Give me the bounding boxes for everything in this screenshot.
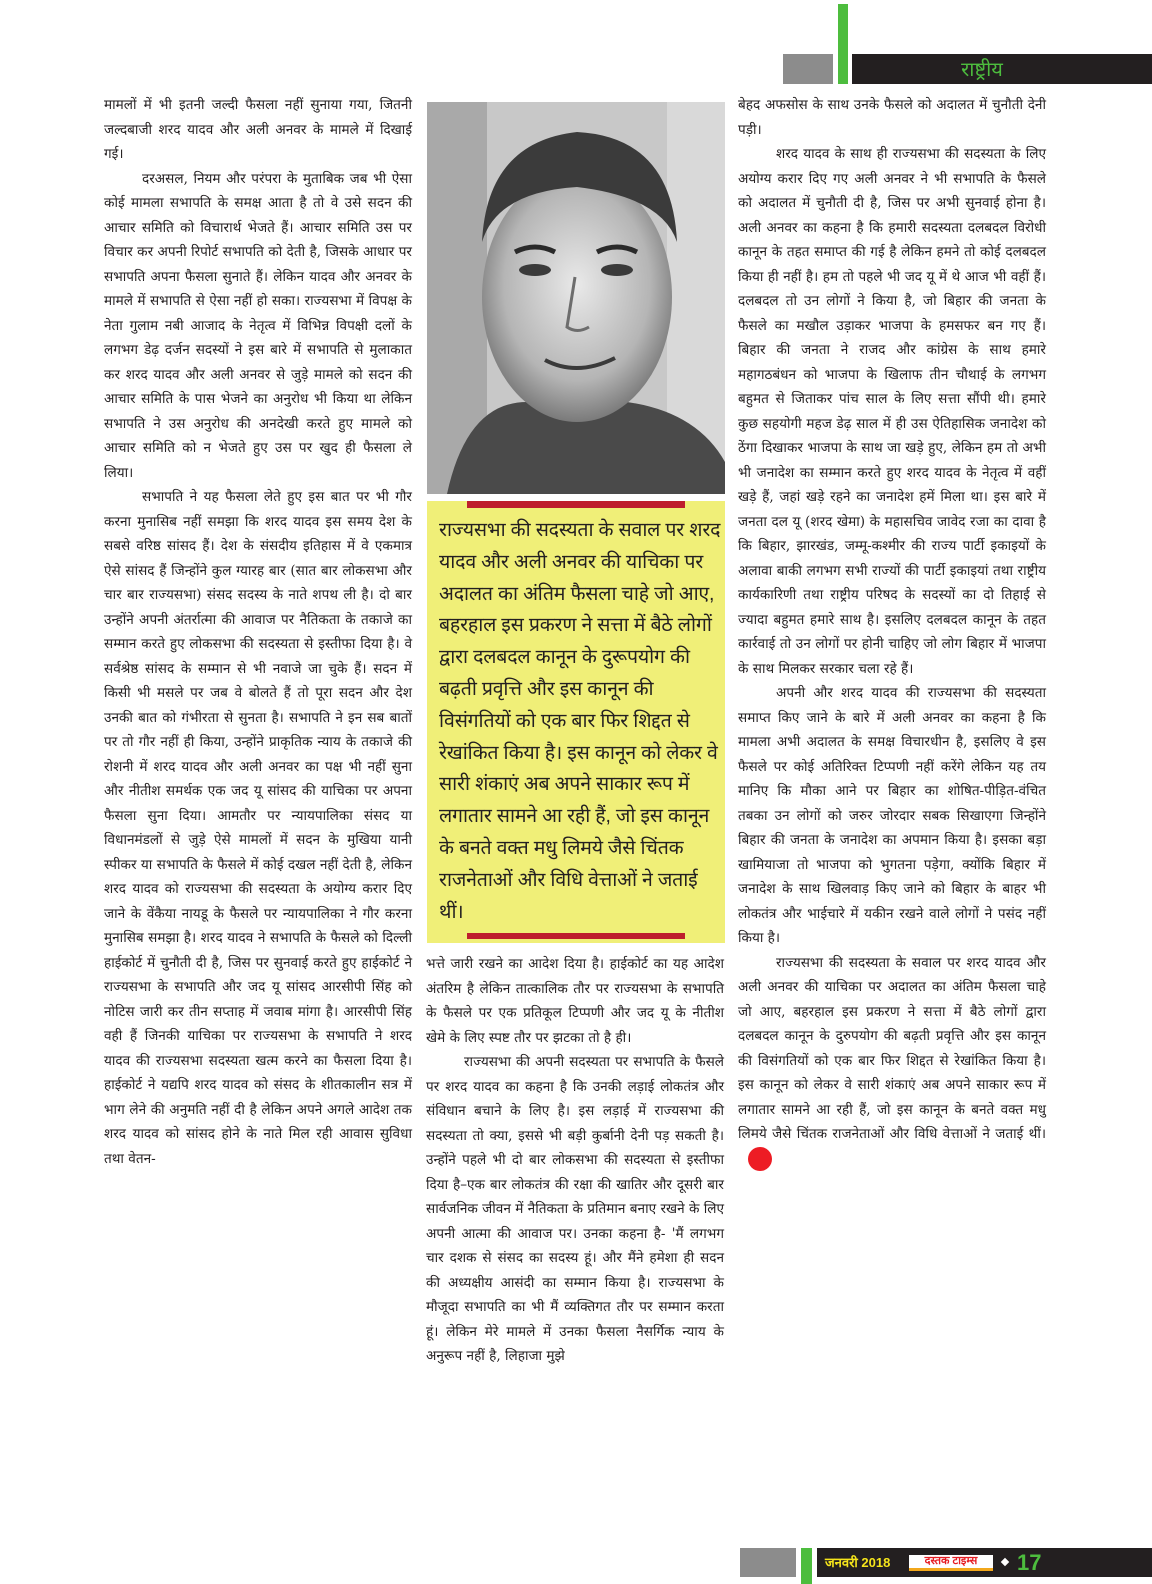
- footer-accent-bar: [801, 1548, 812, 1584]
- section-title: राष्ट्रीय: [961, 57, 1003, 81]
- footer-bar: [817, 1548, 1152, 1577]
- paragraph: दरअसल, नियम और परंपरा के मुताबिक जब भी ऐसा कोई मामला सभापति के समक्ष आता है तो वे उसे सदन की आचार समिति को विचारार्थ भेजते हैं। आचार समिति उस पर विचार कर अपनी रिपोर्ट सभापति को देती है, जिसके आधार पर सभापति अपना फैसला सुनाते हैं। लेकिन यादव और अनवर के मामले में सभापति से ऐसा नहीं हो सका। राज्यसभा में विपक्ष के नेता गुलाम नबी आजाद के नेतृत्व में विभिन्न विपक्षी दलों के लगभग डेढ़ दर्जन सदस्यों ने इस बारे में सभापति से मुलाकात कर शरद यादव और अली अनवर से जुड़े मामले को सदन की आचार समिति के पास भेजने का अनुरोध भी किया था लेकिन सभापति ने उस अनुरोध की अनदेखी करते हुए मामले को आचार समिति को न भेजते हुए उस पर खुद ही फैसला ले लिया।: [104, 170, 412, 481]
- magazine-logo: दस्तक टाइम्स: [909, 1555, 993, 1571]
- paragraph: राज्यसभा की अपनी सदस्यता पर सभापति के फैसले पर शरद यादव का कहना है कि उनकी लड़ाई लोकतंत्र और संविधान बचाने के लिए है। इस लड़ाई में राज्यसभा की सदस्यता तो क्या, इससे भी बड़ी कुर्बानी देनी पड़ सकती है। उन्होंने पहले भी दो बार लोकसभा की सदस्यता से इस्तीफा दिया है–एक बार लोकतंत्र की रक्षा की खातिर और दूसरी बार सार्वजनिक जीवन में नैतिकता के प्रतिमान बनाए रखने के लिए अपनी आत्मा की आवाज पर। उनका कहना है- 'मैं लगभग चार दशक से संसद का सदस्य हूं। और मैंने हमेशा ही सदन की अध्यक्षीय आसंदी का सम्मान किया है। राज्यसभा के मौजूदा सभापति का भी मैं व्यक्तिगत तौर पर सम्मान करता हूं। लेकिन मेरे मामले में उनका फैसला नैसर्गिक न्याय के अनुरूप नहीं है, लिहाजा मुझे: [426, 1054, 725, 1364]
- portrait-photo: [427, 102, 725, 494]
- article-column-left: [104, 93, 412, 1171]
- face-shape: [482, 172, 672, 422]
- header-accent-bar: [838, 4, 848, 84]
- paragraph: मामलों में भी इतनी जल्दी फैसला नहीं सुनाया गया, जितनी जल्दबाजी शरद यादव और अली अनवर के मामले में दिखाई गई।: [104, 97, 412, 162]
- portrait-illustration: [427, 102, 725, 494]
- paragraph-final: [738, 951, 1046, 1172]
- paragraph: बेहद अफसोस के साथ उनके फैसले को अदालत में चुनौती देनी पड़ी।: [738, 97, 1046, 138]
- section-header: [852, 54, 1152, 84]
- issue-date: जनवरी 2018: [825, 1555, 891, 1570]
- paragraph: भत्ते जारी रखने का आदेश दिया है। हाईकोर्ट का यह आदेश अंतरिम है लेकिन तात्कालिक तौर पर राज्यसभा के सभापति के फैसले पर एक प्रतिकूल टिप्पणी और जद यू के नीतीश खेमे के लिए स्पष्ट तौर पर झटका तो है ही।: [426, 956, 724, 1046]
- pull-quote: [427, 501, 725, 943]
- pull-quote-text: राज्यसभा की सदस्यता के सवाल पर शरद यादव और अली अनवर की याचिका पर अदालत का अंतिम फैसला चाहे जो आए, बहरहाल इस प्रकरण ने सत्ता में बैठे लोगों द्वारा दलबदल कानून के दुरूपयोग की बढ़ती प्रवृत्ति और इस कानून की विसंगतियों को एक बार फिर शिद्दत से रेखांकित किया है। इस कानून को लेकर वे सारी शंकाएं अब अपने साकार रूप में लगातार सामने आ रही हैं, जो इस कानून के बनते वक्त मधु लिमये जैसे चिंतक राजनेताओं और विधि वेत्ताओं ने जताई थीं।: [439, 519, 721, 923]
- paragraph: राज्यसभा की सदस्यता के सवाल पर शरद यादव और अली अनवर की याचिका पर अदालत का अंतिम फैसला चाहे जो आए, बहरहाल इस प्रकरण ने सत्ता में बैठे लोगों द्वारा दलबदल कानून के दुरुपयोग की बढ़ती प्रवृत्ति और इस कानून की विसंगतियों को एक बार फिर शिद्दत से रेखांकित किया है। इस कानून को लेकर वे सारी शंकाएं अब अपने साकार रूप में लगातार सामने आ रही हैं, जो इस कानून के बनते वक्त मधु लिमये जैसे चिंतक राजनेताओं और विधि वेत्ताओं ने जताई थीं।: [738, 954, 1046, 1142]
- header-grey-block: [783, 54, 833, 84]
- article-column-middle: [426, 952, 724, 1369]
- page-number: 17: [1017, 1550, 1042, 1575]
- paragraph: अपनी और शरद यादव की राज्यसभा की सदस्यता समाप्त किए जाने के बारे में अली अनवर का कहना है कि मामला अभी अदालत के समक्ष विचारधीन है, इसलिए वे इस फैसले पर कोई अतिरिक्त टिप्पणी नहीं करेंगे लेकिन यह तय मानिए कि मौका आने पर बिहार का शोषित-पीड़ित-वंचित तबका उन लोगों को जरुर जोरदार सबक सिखाएगा जिन्होंने बिहार की जनता के जनादेश का अपमान किया है। इसका बड़ा खामियाजा तो भाजपा को भुगतना पड़ेगा, क्योंकि बिहार में जनादेश के साथ खिलवाड़ किए जाने को बिहार के बाहर भी लोकतंत्र और भाईचारे में यकीन रखने वाले लोगों ने पसंद नहीं किया है।: [738, 685, 1046, 946]
- diamond-separator-icon: [1001, 1558, 1009, 1566]
- article-column-right: [738, 93, 1046, 1171]
- pull-quote-bottom-rule: [467, 933, 685, 939]
- paragraph: सभापति ने यह फैसला लेते हुए इस बात पर भी गौर करना मुनासिब नहीं समझा कि शरद यादव इस समय देश के सबसे वरिष्ठ सांसद हैं। देश के संसदीय इतिहास में वे एकमात्र ऐसे सांसद हैं जिन्होंने कुल ग्यारह बार (सात बार लोकसभा और चार बार राज्यसभा) संसद सदस्य के नाते शपथ ली है। दो बार उन्होंने अपनी अंतर्रात्मा की आवाज पर नैतिकता के तकाजे का सम्मान करते हुए लोकसभा की सदस्यता से इस्तीफा दिया है। वे सर्वश्रेष्ठ सांसद के सम्मान से भी नवाजे जा चुके हैं। सदन में किसी भी मसले पर जब वे बोलते हैं तो पूरा सदन और देश उनकी बात को गंभीरता से सुनता है। सभापति ने इन सब बातों पर तो गौर नहीं ही किया, उन्होंने प्राकृतिक न्याय के तकाजे की रोशनी में शरद यादव और अली अनवर का पक्ष भी नहीं सुना और नीतीश समर्थक एक जद यू सांसद की याचिका पर अपना फैसला सुना दिया। आमतौर पर न्यायपालिका संसद या विधानमंडलों से जुड़े ऐसे मामलों में सदन के मुखिया यानी स्पीकर या सभापति के फैसले में कोई दखल नहीं देती है, लेकिन शरद यादव को राज्यसभा की सदस्यता के अयोग्य करार दिए जाने के वेंकैया नायडू के फैसले पर न्यायपालिका ने गौर करना मुनासिब समझा है। शरद यादव ने सभापति के फैसले को दिल्ली हाईकोर्ट में चुनौती दी है, जिस पर सुनवाई करते हुए हाईकोर्ट ने राज्यसभा के सभापति और जद यू सांसद आरसीपी सिंह को नोटिस जारी कर तीन सप्ताह में जवाब मांगा है। आरसीपी सिंह वही हैं जिनकी याचिका पर राज्यसभा के सभापति ने शरद यादव की राज्यसभा सदस्यता खत्म करने का फैसला दिया है। हाईकोर्ट ने यद्यपि शरद यादव को संसद के शीतकालीन सत्र में भाग लेने की अनुमति नहीं दी है लेकिन अपने अगले आदेश तक शरद यादव को सांसद होने के नाते मिल रही आवास सुविधा तथा वेतन-: [104, 489, 412, 1167]
- footer-grey-block: [740, 1548, 796, 1577]
- pull-quote-top-rule: [467, 501, 685, 508]
- paragraph: शरद यादव के साथ ही राज्यसभा की सदस्यता के लिए अयोग्य करार दिए गए अली अनवर ने भी सभापति के फैसले को अदालत में चुनौती दी है, जिस पर अभी सुनवाई होना है। अली अनवर का कहना है कि हमारी सदस्यता दलबदल विरोधी कानून के तहत समाप्त की गई है लेकिन हमने तो कोई दलबदल किया ही नहीं है। हम तो पहले भी जद यू में थे आज भी वहीं हैं। दलबदल तो उन लोगों ने किया है, जो बिहार की जनता के फैसले का मखौल उड़ाकर भाजपा के हमसफर बन गए हैं। बिहार की जनता ने राजद और कांग्रेस के साथ हमारे महागठबंधन को भाजपा के खिलाफ तीन चौथाई के लगभग बहुमत से जिताकर पांच साल के लिए सत्ता सौंपी थी। हमारे कुछ सहयोगी महज डेढ़ साल में ही उस ऐतिहासिक जनादेश को ठेंगा दिखाकर भाजपा के साथ जा खड़े हुए, लेकिन हम तो अभी भी जनादेश का सम्मान करते हुए शरद यादव के नेतृत्व में वहीं खड़े हैं, जहां खड़े रहने का जनादेश हमें मिला था। इस बारे में जनता दल यू (शरद खेमा) के महासचिव जावेद रजा का दावा है कि बिहार, झारखंड, जम्मू-कश्मीर की राज्य पार्टी इकाइयों के अलावा बाकी लगभग सभी राज्यों की पार्टी इकाइयां तथा राष्ट्रीय कार्यकारिणी तथा राष्ट्रीय परिषद के सदस्यों का दो तिहाई से ज्यादा बहुमत हमारे साथ है। इसलिए दलबदल कानून के तहत कार्रवाई तो उन लोगों पर होनी चाहिए जो लोग बिहार में भाजपा के साथ मिलकर सरकार चला रहे हैं।: [738, 146, 1046, 677]
- end-mark-dot-icon: [748, 1147, 772, 1171]
